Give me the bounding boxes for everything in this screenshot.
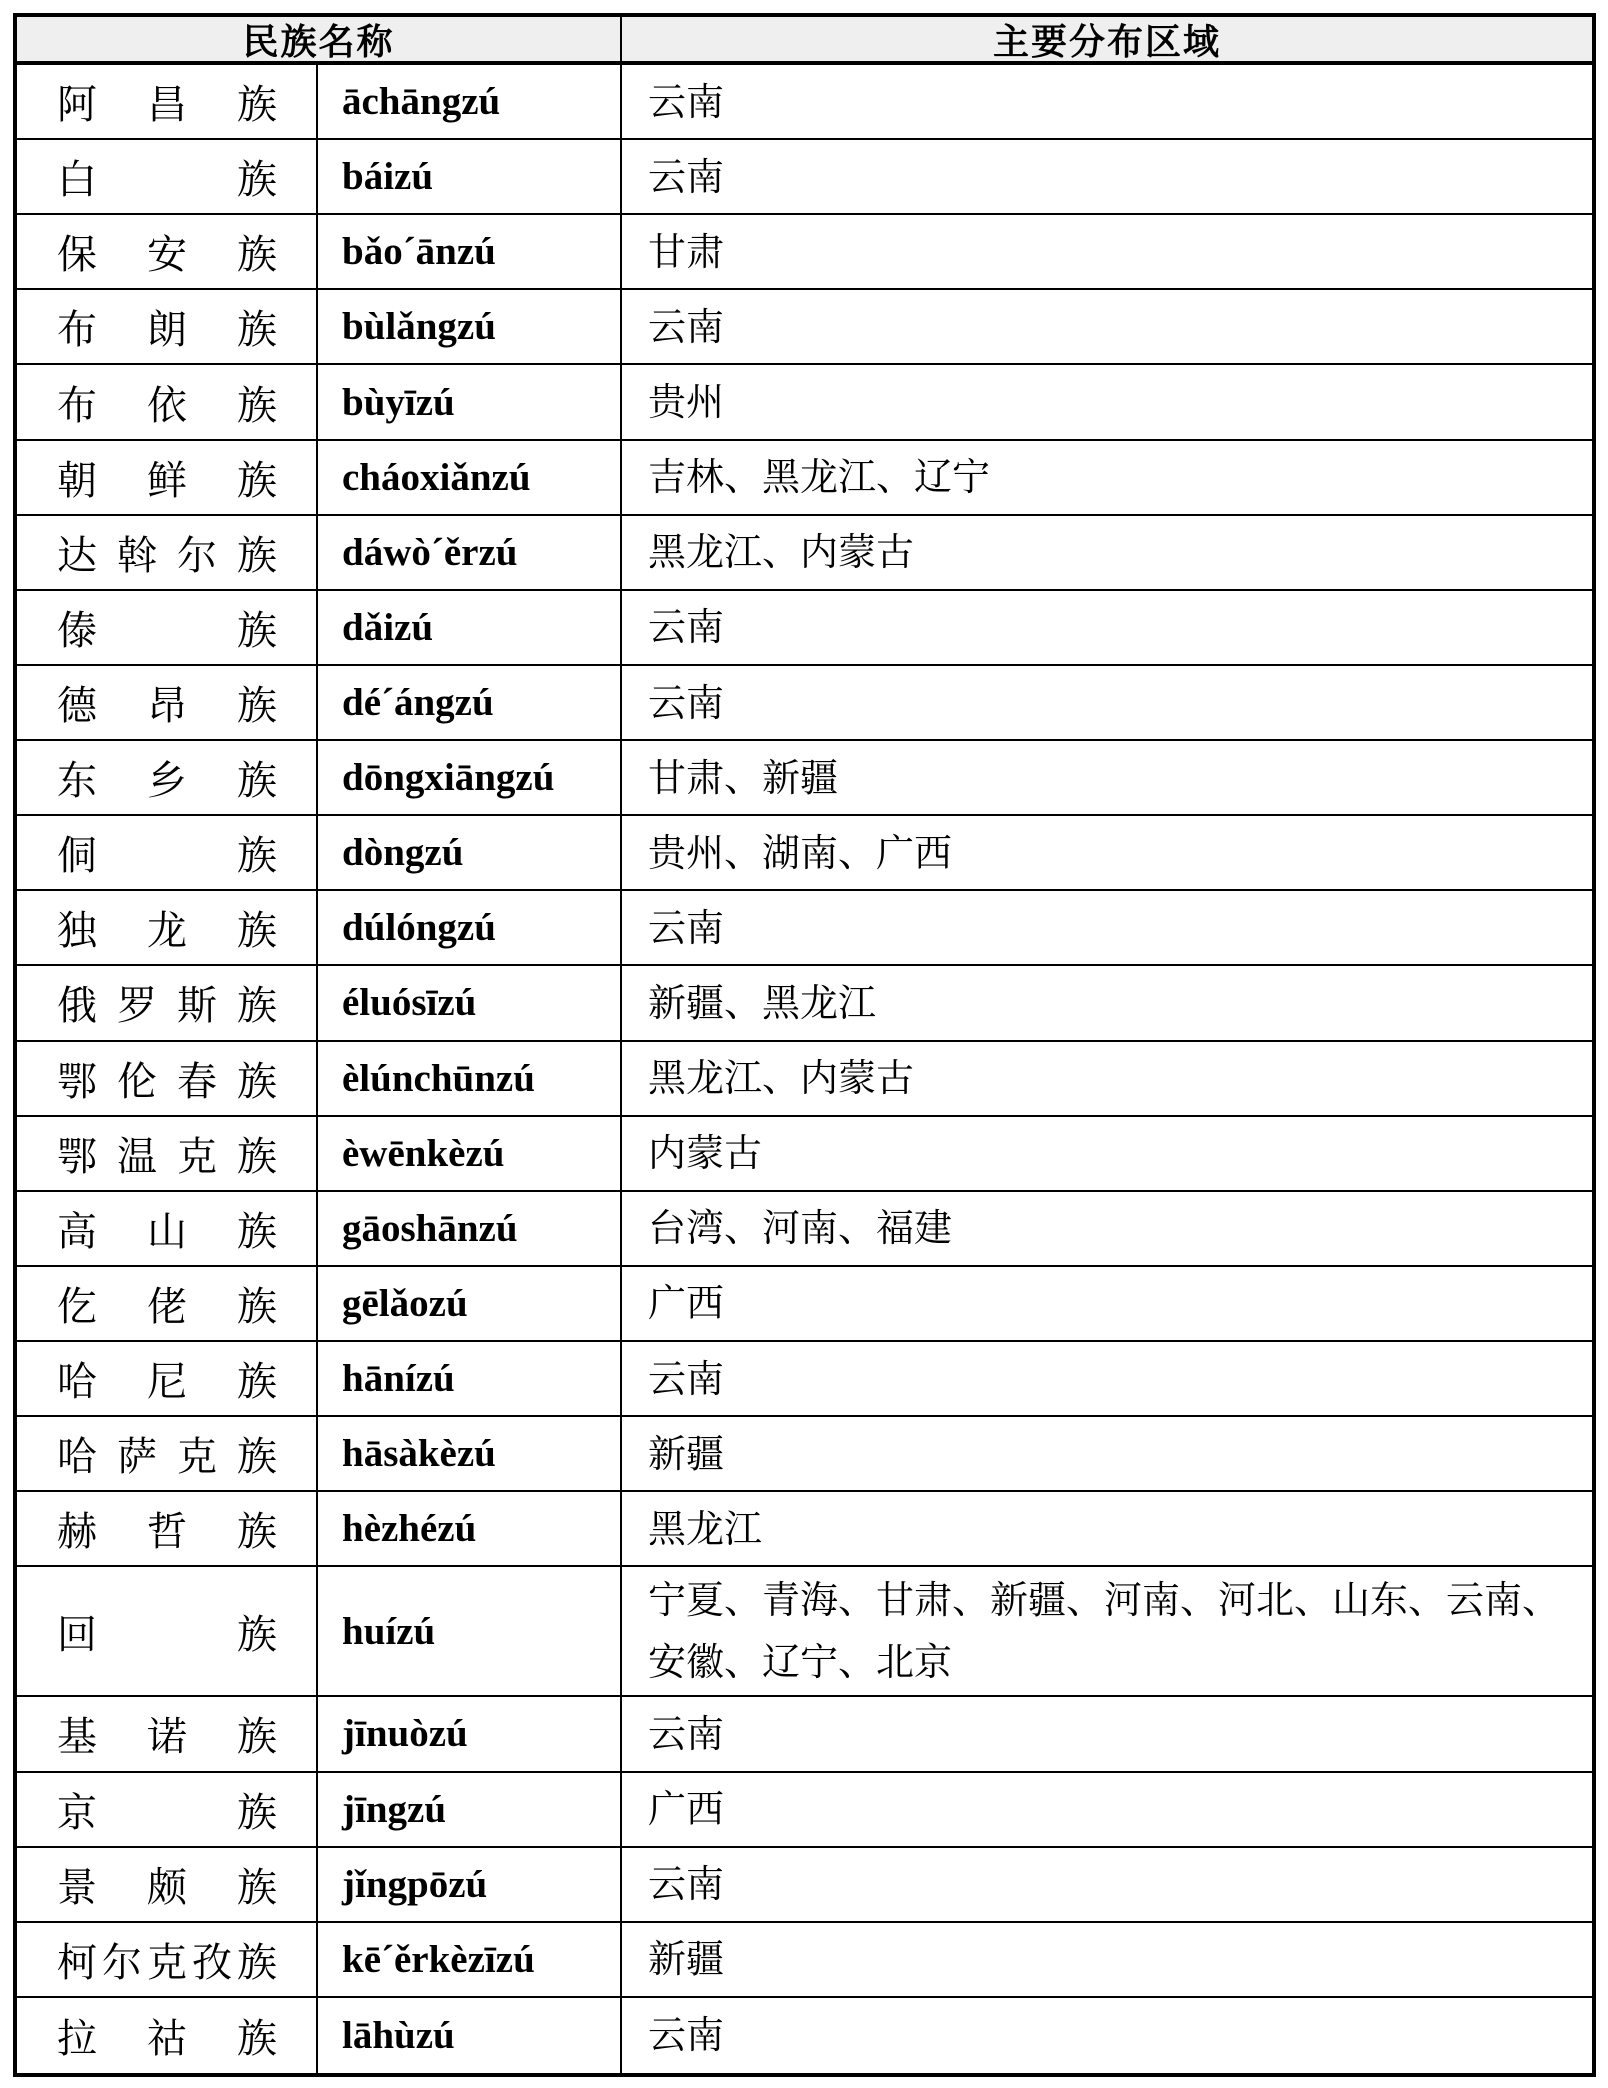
distribution-region: 云南 [648,304,725,349]
pinyin-cell [316,215,620,288]
ethnic-group-name: 柯 尔 克 孜 族 [57,1939,277,1986]
name-cell [17,65,316,138]
table-row [17,1848,1592,1923]
name-cell [17,441,316,514]
table-row [17,966,1592,1041]
pinyin-cell [316,1267,620,1340]
region-cell [620,1848,1592,1921]
region-cell [620,666,1592,739]
ethnic-group-pinyin: hèzhézú [342,1507,477,1551]
ethnic-group-pinyin: bǎo´ānzú [342,230,496,274]
name-cell [17,1192,316,1265]
table-row [17,666,1592,741]
ethnic-group-pinyin: bùyīzú [342,380,455,424]
distribution-region: 云南 [648,2013,725,2058]
region-cell [620,1417,1592,1490]
pinyin-cell [316,1042,620,1115]
pinyin-cell [316,1697,620,1770]
distribution-region: 台湾、河南、福建 [648,1206,953,1251]
region-cell [620,891,1592,964]
distribution-region: 云南 [648,1711,725,1756]
pinyin-cell [316,741,620,814]
region-cell [620,1998,1592,2073]
ethnic-group-name: 回 族 [57,1611,277,1658]
distribution-region: 新疆 [648,1431,725,1476]
distribution-region: 宁夏、青海、甘肃、新疆、河南、河北、山东、云南、安徽、辽宁、北京 [648,1578,1561,1685]
ethnic-group-name: 白 族 [57,157,277,204]
name-cell [17,816,316,889]
name-cell [17,1342,316,1415]
pinyin-cell [316,441,620,514]
table-row [17,441,1592,516]
pinyin-cell [316,1117,620,1190]
distribution-region: 甘肃、新疆 [648,755,839,800]
name-cell [17,1923,316,1996]
ethnic-group-name: 布 依 族 [57,382,277,429]
table-row [17,1042,1592,1117]
ethnic-group-pinyin: huízú [342,1609,436,1653]
pinyin-cell [316,290,620,363]
pinyin-cell [316,666,620,739]
name-cell [17,1267,316,1340]
region-cell [620,1773,1592,1846]
name-cell [17,140,316,213]
ethnic-group-pinyin: gāoshānzú [342,1206,518,1250]
ethnic-group-pinyin: bùlǎngzú [342,305,496,349]
ethnic-group-pinyin: jīnuòzú [342,1712,468,1756]
ethnic-group-name: 哈 尼 族 [57,1359,277,1406]
ethnic-group-pinyin: dǎizú [342,605,434,649]
region-cell [620,1117,1592,1190]
ethnic-group-pinyin: hānízú [342,1357,455,1401]
ethnic-group-pinyin: dòngzú [342,831,464,875]
distribution-region: 甘肃 [648,229,725,274]
name-cell [17,365,316,438]
distribution-region: 内蒙古 [648,1131,763,1176]
pinyin-cell [316,1773,620,1846]
region-cell [620,966,1592,1039]
pinyin-cell [316,966,620,1039]
name-cell [17,666,316,739]
region-cell [620,365,1592,438]
header-region: 主要分布区域 [992,21,1221,63]
name-cell [17,290,316,363]
ethnic-group-pinyin: kē´ěrkèzīzú [342,1937,535,1981]
table-row [17,516,1592,591]
table-row [17,1567,1592,1697]
ethnic-group-pinyin: èwēnkèzú [342,1131,505,1175]
pinyin-cell [316,591,620,664]
ethnic-group-name: 鄂 伦 春 族 [57,1058,277,1105]
name-cell [17,1417,316,1490]
ethnic-group-name: 朝 鲜 族 [57,457,277,504]
region-cell [620,65,1592,138]
distribution-region: 云南 [648,79,725,124]
pinyin-cell [316,1567,620,1695]
name-cell [17,516,316,589]
ethnic-group-pinyin: èlúnchūnzú [342,1056,535,1100]
ethnic-group-pinyin: dáwò´ěrzú [342,530,518,574]
name-cell [17,1042,316,1115]
distribution-region: 云南 [648,1862,725,1907]
distribution-region: 云南 [648,1356,725,1401]
region-cell [620,591,1592,664]
ethnic-groups-table [13,13,1596,2077]
ethnic-group-pinyin: jǐngpōzú [342,1862,488,1906]
table-row [17,1417,1592,1492]
pinyin-cell [316,1998,620,2073]
table-row [17,1998,1592,2073]
header-region-cell [620,17,1592,61]
region-cell [620,1192,1592,1265]
ethnic-group-name: 独 龙 族 [57,908,277,955]
table-row [17,1192,1592,1267]
distribution-region: 黑龙江、内蒙古 [648,1056,915,1101]
name-cell [17,891,316,964]
name-cell [17,215,316,288]
ethnic-group-name: 保 安 族 [57,232,277,279]
ethnic-group-pinyin: cháoxiǎnzú [342,455,531,499]
region-cell [620,290,1592,363]
region-cell [620,1492,1592,1565]
pinyin-cell [316,1492,620,1565]
header-name: 民族名称 [242,21,395,63]
ethnic-group-pinyin: dé´ángzú [342,681,494,724]
distribution-region: 黑龙江 [648,1506,763,1551]
region-cell [620,1567,1592,1695]
name-cell [17,1697,316,1770]
ethnic-group-pinyin: gēlǎozú [342,1281,468,1325]
table-row [17,1117,1592,1192]
name-cell [17,966,316,1039]
distribution-region: 新疆、黑龙江 [648,980,877,1025]
ethnic-group-name: 东 乡 族 [57,758,277,805]
region-cell [620,441,1592,514]
ethnic-group-pinyin: lāhùzú [342,2013,455,2057]
table-row [17,290,1592,365]
name-cell [17,741,316,814]
header-name-cell [17,17,620,61]
distribution-region: 新疆 [648,1937,725,1982]
ethnic-group-name: 侗 族 [57,833,277,880]
table-row [17,1923,1592,1998]
ethnic-group-name: 傣 族 [57,607,277,654]
ethnic-group-name: 俄 罗 斯 族 [57,983,277,1030]
pinyin-cell [316,65,620,138]
region-cell [620,215,1592,288]
table-row [17,891,1592,966]
distribution-region: 云南 [648,905,725,950]
pinyin-cell [316,1192,620,1265]
table-row [17,365,1592,440]
ethnic-group-name: 阿 昌 族 [57,82,277,129]
ethnic-group-pinyin: āchāngzú [342,80,501,124]
table-row [17,1697,1592,1772]
distribution-region: 贵州、湖南、广西 [648,830,953,875]
table-row [17,1267,1592,1342]
region-cell [620,1342,1592,1415]
table-row [17,1492,1592,1567]
ethnic-group-name: 景 颇 族 [57,1864,277,1911]
table-row [17,140,1592,215]
region-cell [620,816,1592,889]
ethnic-group-name: 京 族 [57,1789,277,1836]
ethnic-group-name: 哈 萨 克 族 [57,1434,277,1481]
pinyin-cell [316,1342,620,1415]
ethnic-group-name: 达 斡 尔 族 [57,532,277,579]
ethnic-group-pinyin: éluósīzú [342,981,477,1025]
ethnic-group-name: 高 山 族 [57,1208,277,1255]
ethnic-group-name: 拉 祜 族 [57,2015,277,2062]
name-cell [17,1848,316,1921]
pinyin-cell [316,1417,620,1490]
pinyin-cell [316,1923,620,1996]
ethnic-group-pinyin: dōngxiāngzú [342,756,555,800]
pinyin-cell [316,891,620,964]
table-row [17,1342,1592,1417]
ethnic-group-name: 基 诺 族 [57,1714,277,1761]
table-header-row [17,17,1592,65]
region-cell [620,516,1592,589]
ethnic-group-name: 布 朗 族 [57,307,277,354]
region-cell [620,140,1592,213]
pinyin-cell [316,816,620,889]
region-cell [620,1697,1592,1770]
table-row [17,816,1592,891]
ethnic-group-name: 德 昂 族 [57,683,277,729]
region-cell [620,1042,1592,1115]
distribution-region: 吉林、黑龙江、辽宁 [648,455,991,500]
region-cell [620,741,1592,814]
distribution-region: 云南 [648,154,725,199]
name-cell [17,1998,316,2073]
name-cell [17,1492,316,1565]
pinyin-cell [316,140,620,213]
distribution-region: 广西 [648,1787,725,1832]
region-cell [620,1923,1592,1996]
ethnic-group-pinyin: báizú [342,155,434,199]
name-cell [17,1117,316,1190]
table-row [17,65,1592,140]
ethnic-group-name: 仡 佬 族 [57,1283,277,1330]
distribution-region: 广西 [648,1281,725,1326]
ethnic-group-name: 鄂 温 克 族 [57,1133,277,1180]
table-row [17,741,1592,816]
distribution-region: 贵州 [648,380,725,425]
pinyin-cell [316,1848,620,1921]
name-cell [17,591,316,664]
ethnic-group-pinyin: hāsàkèzú [342,1432,496,1476]
distribution-region: 云南 [648,680,725,725]
table-row [17,591,1592,666]
table-row [17,215,1592,290]
name-cell [17,1773,316,1846]
distribution-region: 黑龙江、内蒙古 [648,530,915,575]
ethnic-group-pinyin: dúlóngzú [342,906,496,950]
distribution-region: 云南 [648,605,725,650]
name-cell [17,1567,316,1695]
table-row [17,1773,1592,1848]
pinyin-cell [316,516,620,589]
pinyin-cell [316,365,620,438]
ethnic-group-pinyin: jīngzú [342,1787,447,1831]
ethnic-group-name: 赫 哲 族 [57,1509,277,1556]
region-cell [620,1267,1592,1340]
